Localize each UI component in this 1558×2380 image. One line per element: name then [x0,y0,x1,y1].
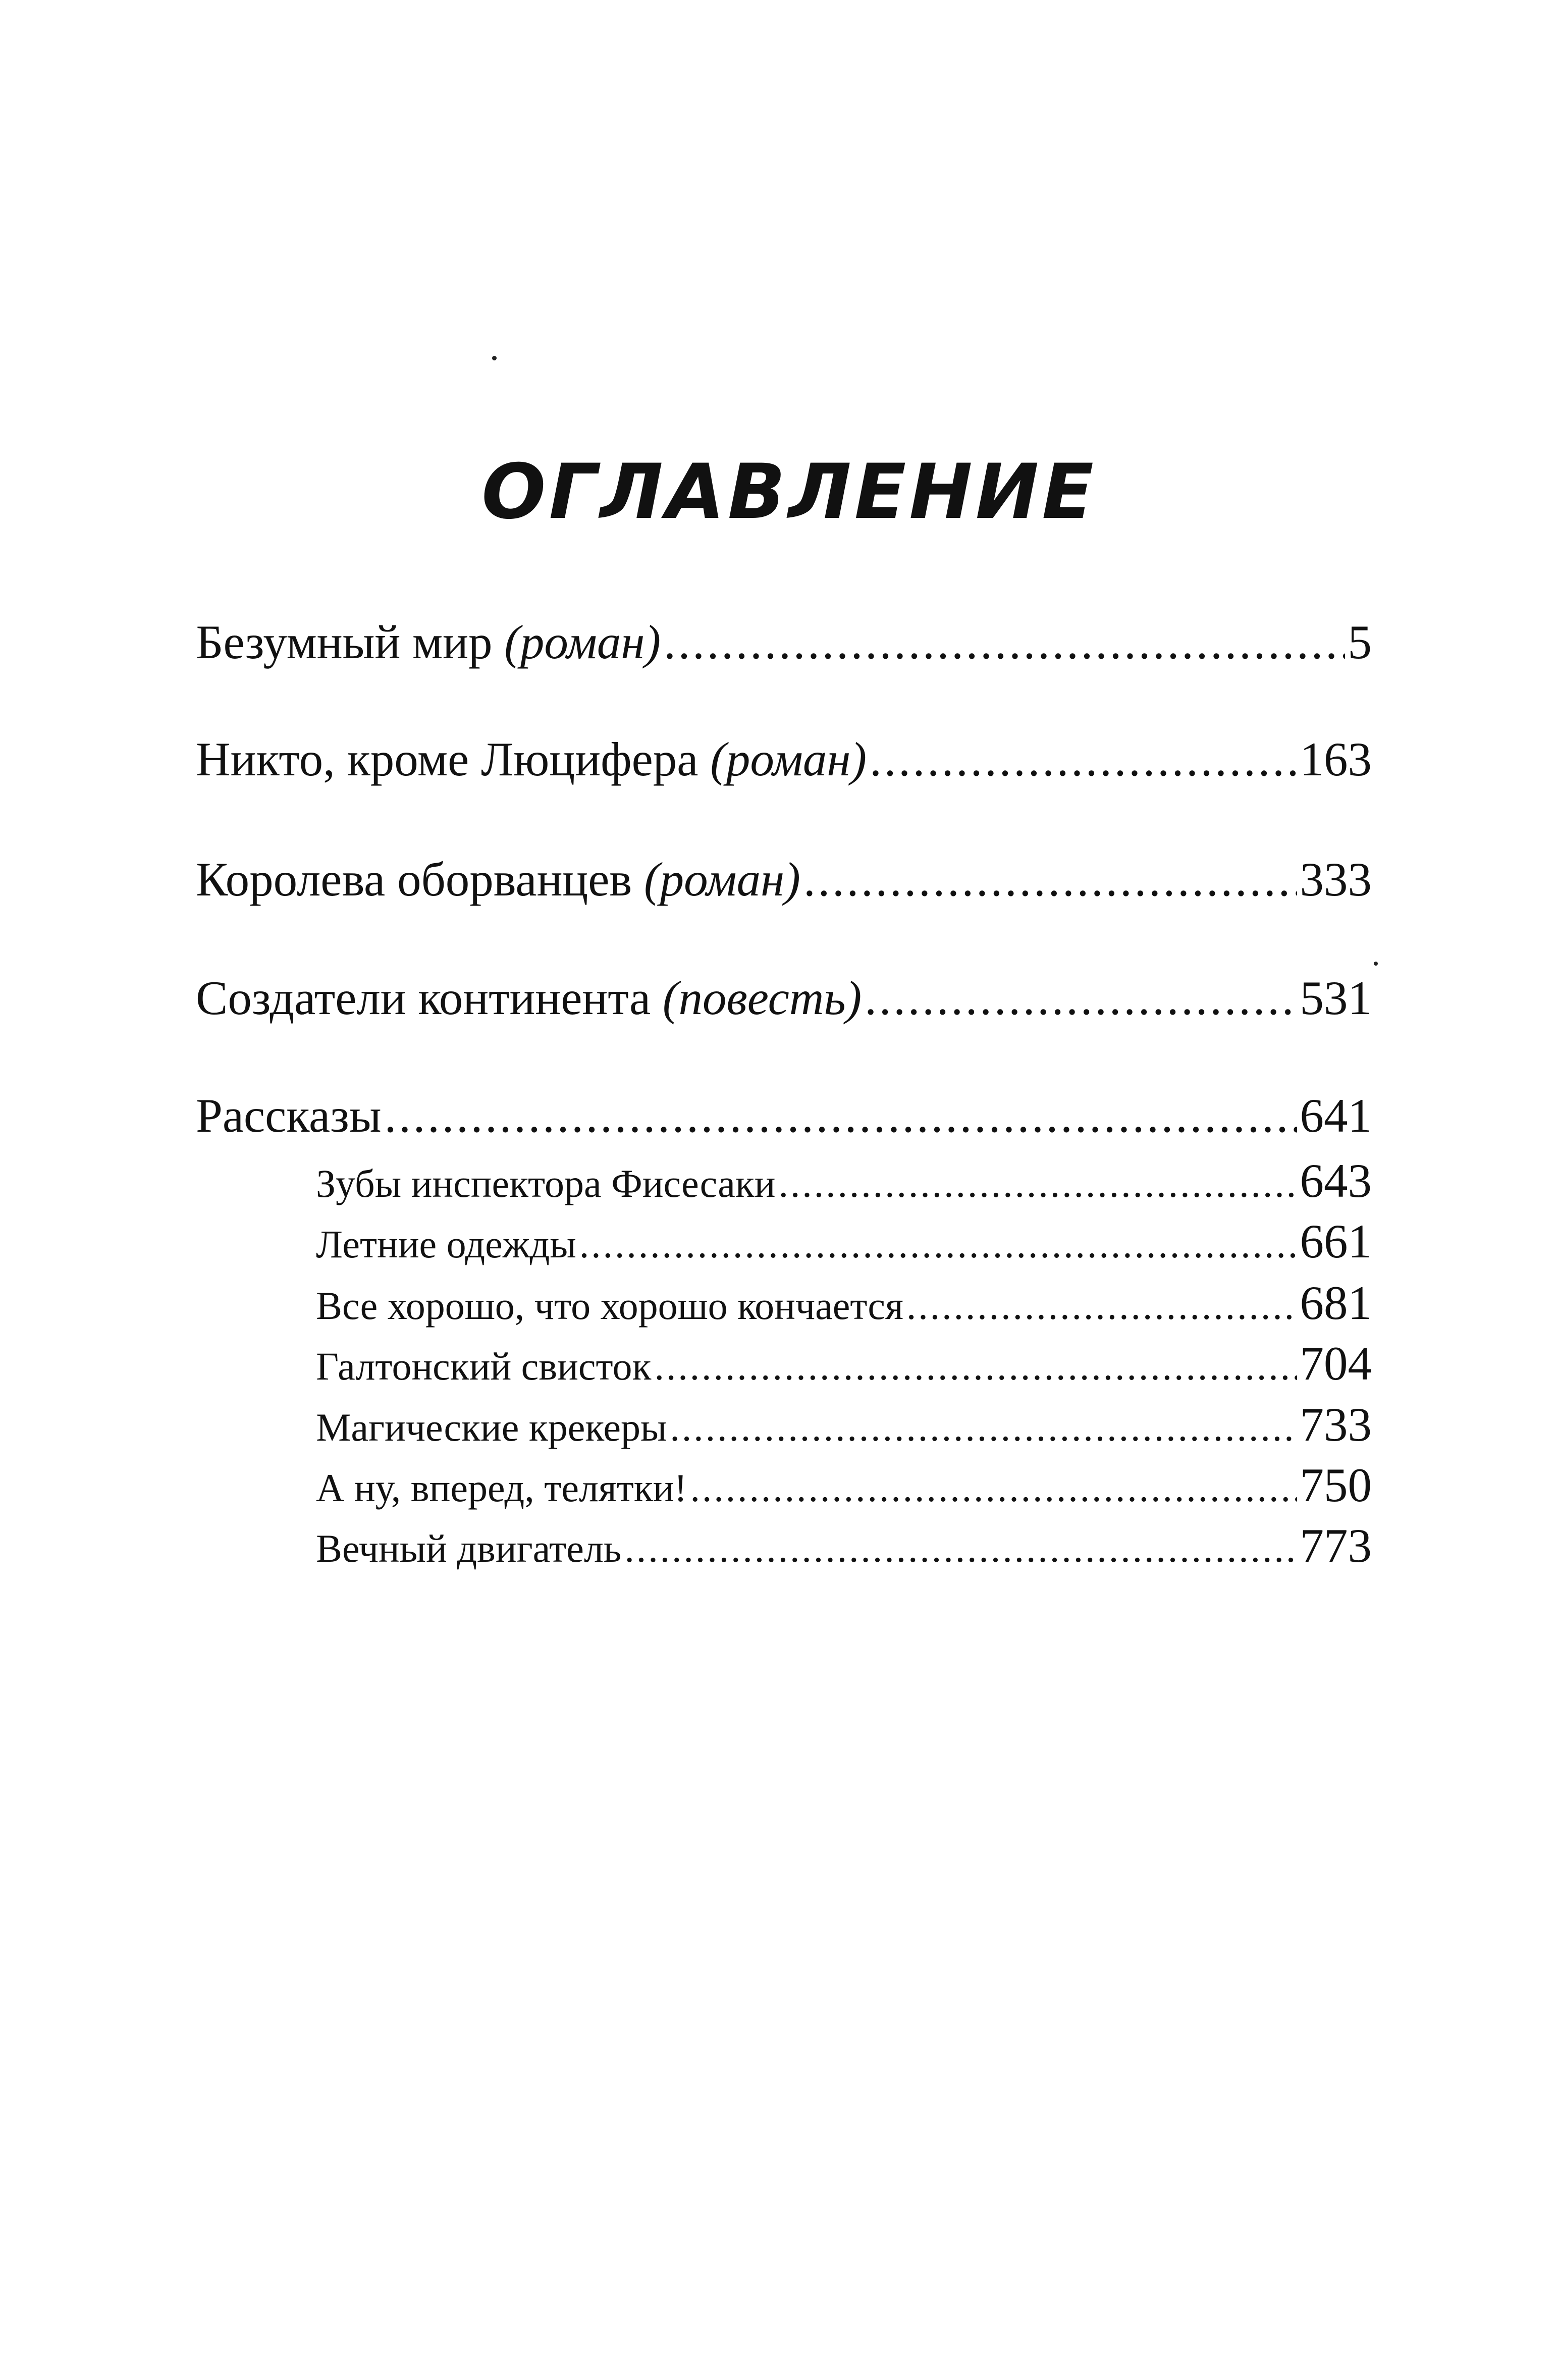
toc-subentry [316,1519,1372,1572]
entry-genre: (роман) [644,853,800,906]
dot-leader [664,618,1345,666]
print-speck [492,356,497,360]
entry-page-number: 5 [1348,615,1372,669]
entry-genre: (роман) [710,732,867,786]
entry-genre: (повесть) [662,971,862,1025]
story-page-number: 733 [1300,1398,1372,1451]
story-page-number: 661 [1300,1214,1372,1268]
entry-page-number: 531 [1300,971,1372,1025]
entry-page-number: 163 [1300,732,1372,786]
story-title: Галтонский свисток [316,1344,652,1388]
entry-title: Никто, кроме Люцифера [196,732,699,786]
dot-leader [624,1529,1297,1568]
toc-subentry [316,1214,1372,1268]
toc-subentry [316,1154,1372,1207]
story-page-number: 773 [1300,1519,1372,1572]
dot-leader [654,1347,1297,1386]
dot-leader [579,1225,1297,1264]
story-title: Все хорошо, что хорошо кончается [316,1284,903,1328]
dot-leader [385,1092,1297,1140]
dot-leader [865,974,1297,1022]
toc-subentry [316,1458,1372,1512]
toc-entry [196,732,1372,786]
entry-title: Безумный мир [196,615,493,669]
dot-leader [803,856,1297,904]
toc-subentry [316,1398,1372,1451]
toc-entry [196,971,1372,1025]
story-page-number: 704 [1300,1337,1372,1390]
story-page-number: 643 [1300,1154,1372,1207]
dot-leader [906,1286,1297,1326]
toc-subentry [316,1337,1372,1390]
entry-title: Создатели континента [196,971,651,1025]
dot-leader [690,1468,1297,1508]
page-title: ОГЛАВЛЕНИЕ [481,448,1097,536]
entry-title: Королева оборванцев [196,853,632,906]
story-page-number: 681 [1300,1276,1372,1330]
story-page-number: 750 [1300,1458,1372,1512]
toc-entry [196,1089,1372,1142]
story-title: А ну, вперед, телятки! [316,1466,687,1510]
toc-subentry [316,1276,1372,1330]
entry-title: Рассказы [196,1089,382,1142]
toc-entry [196,615,1372,669]
entry-genre: (роман) [504,615,661,669]
story-title: Летние одежды [316,1222,576,1266]
entry-page-number: 333 [1300,853,1372,906]
entry-page-number: 641 [1300,1089,1372,1142]
story-title: Вечный двигатель [316,1526,622,1570]
toc-entry [196,853,1372,906]
dot-leader [670,1408,1297,1447]
story-title: Магические крекеры [316,1405,667,1449]
print-speck [1374,962,1378,966]
story-title: Зубы инспектора Фисесаки [316,1161,776,1205]
dot-leader [870,735,1297,783]
dot-leader [778,1164,1297,1203]
